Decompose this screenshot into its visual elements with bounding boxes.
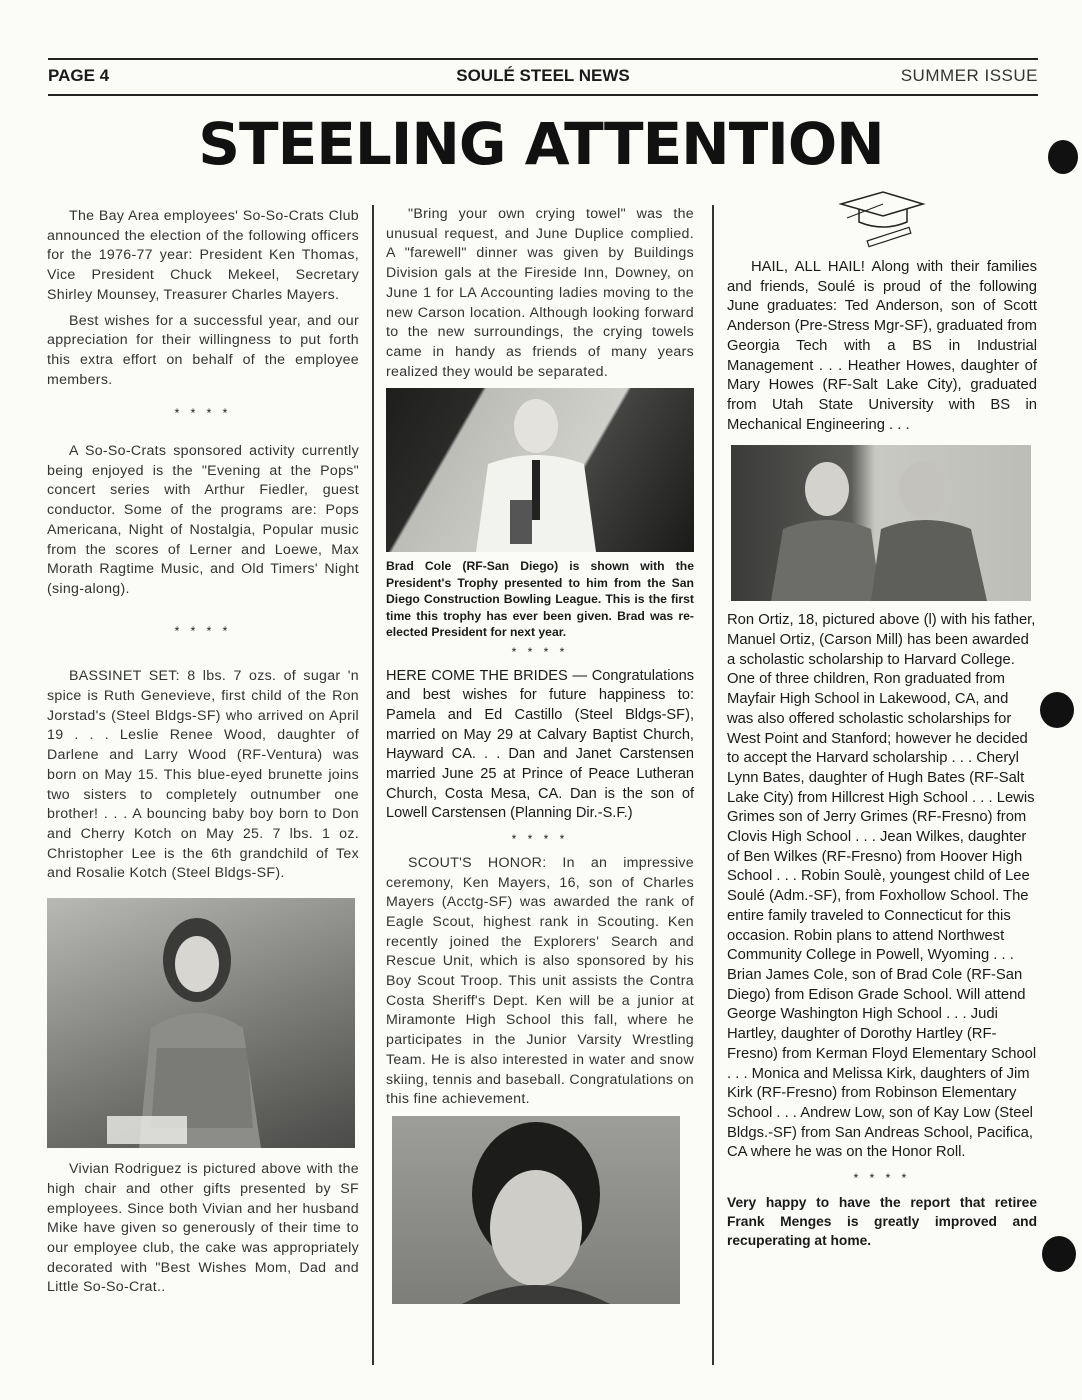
column-rule-left [372,205,374,1365]
page-header [48,58,1038,96]
column-rule-right [712,205,714,1365]
two-people-silhouette-icon [731,445,1031,601]
crying-towel-article: "Bring your own crying towel" was the unusual request, and June Duplice complied. A "farewell" dinner was given by Buildings Division gals at the Fireside Inn, Downey, on June 1 for LA Accounting ladies moving to the new Carson location. Although looking forward to the new surroundings, the crying towels came in handy as friends of many years realized they would be separated. [386,206,694,380]
hole-punch-mark [1048,140,1078,174]
column-left [47,207,359,1304]
brad-cole-caption: Brad Cole (RF-San Diego) is shown with the President's Trophy presented to him from the San Diego Construction Bowling League. This is the first time this trophy has ever been given. Brad was re-elected President for next year. [386,559,694,640]
ken-mayers-photo [392,1116,680,1304]
brides-article: HERE COME THE BRIDES — Congratulations and best wishes for future happiness to: Pamela and Ed Castillo (Steel Bldgs-SF), married on May 29 at Calvary Baptist Church, Hayward CA. . . Dan and Janet Carstensen married June 25 at Prince of Peace Lutheran Church, Costa Mesa, CA. Dan is the son of Lowell Carstensen (Planning Dir.-S.F.) [386,667,694,822]
section-separator: * * * * [511,644,569,659]
person-silhouette-icon [47,898,355,1148]
section-separator: * * * * [174,406,232,421]
section-separator: * * * * [511,832,569,847]
issue-name: SUMMER ISSUE [900,66,1038,85]
brad-cole-photo [386,388,694,552]
pops-article: A So-So-Crats sponsored activity currently being enjoyed is the "Evening at the Pops" concert series with Arthur Fiedler, guest conductor. Some of the programs are: Pops Americana, Night of Nostalgia, Popular music from the scores of Lerner and Loewe, Max Morath Ragtime Music, and Old Timers' Night (sing-along). [47,443,359,597]
column-right [727,188,1037,1250]
frank-menges-note: Very happy to have the report that retiree Frank Menges is greatly improved and recuperating at home. [727,1194,1037,1248]
page-number: PAGE 4 [48,66,110,85]
person-silhouette-icon [386,388,694,552]
officers-article: The Bay Area employees' So-So-Crats Club announced the election of the following officers for the 1976-77 year: President Ken Thomas, Vice President Chuck Mekeel, Secretary Shirley Mounsey, Treasurer Charles Mayers. [47,208,359,303]
section-separator: * * * * [853,1171,911,1186]
person-silhouette-icon [392,1116,680,1304]
ron-ortiz-photo [731,445,1031,601]
page-title: STEELING ATTENTION [198,110,884,178]
graduates-article: HAIL, ALL HAIL! Along with their families and friends, Soulé is proud of the following June graduates: Ted Anderson, son of Scott Anderson (Pre-Stress Mgr-SF), graduated from Georgia Tech with a BS in Industrial Management . . . Heather Howes, daughter of Mary Howes (RF-Salt Lake City), graduated from Utah State University with BS in Mechanical Engineering . . . [727,259,1037,433]
section-separator: * * * * [174,623,232,638]
bassinet-article: BASSINET SET: 8 lbs. 7 ozs. of sugar 'n spice is Ruth Genevieve, first child of the Ron Jorstad's (Steel Bldgs-SF) who arrived on April 19 . . . Leslie Renee Wood, daughter of Darlene and Larry Wood (RF-Ventura) was born on May 15. This blue-eyed brunette joins two sisters to completely outnumber one brother! . . . A bouncing baby boy born to Don and Cherry Kotch on May 25. 7 lbs. 1 oz. Christopher Lee is the 6th grandchild of Tex and Rosalie Kotch (Steel Bldgs-SF). [47,668,359,882]
hole-punch-mark [1040,692,1074,728]
scouts-honor-article: SCOUT'S HONOR: In an impressive ceremony, Ken Mayers, 16, son of Charles Mayers (Acctg-SF) was awarded the rank of Eagle Scout, highest rank in Scouting. Ken recently joined the Explorers' Search and Rescue Unit, which is also sponsored by his Boy Scout Troop. This unit assists the Contra Costa Sheriff's Dept. Ken will be a junior at Miramonte High School this fall, where he participates in the Junior Varsity Wrestling Team. He is also interested in water and snow skiing, tennis and baseball. Congratulations on this fine achievement. [386,854,694,1108]
best-wishes-paragraph: Best wishes for a successful year, and our appreciation for their willingness to put forth this extra effort on behalf of the employee members. [47,312,359,388]
graduation-cap-icon [837,188,927,248]
ron-ortiz-article: Ron Ortiz, 18, pictured above (l) with his father, Manuel Ortiz, (Carson Mill) has been awarded a scholastic scholarship to Harvard College. One of three children, Ron graduated from Mayfair High School in Lakewood, CA, and was also offered scholastic scholarships for West Point and Stanford; however he decided to accept the Harvard scholarship . . . Cheryl Lynn Bates, daughter of Hugh Bates (RF-Salt Lake City) from Hillcrest High School . . . Lewis Grimes son of Jerry Grimes (RF-Fresno) from Clovis High School . . . Jean Wilkes, daughter of Ben Wilkes (RF-Fresno) from Hoover High School . . . Robin Soulè, youngest child of Lee Soulé (Adm.-SF), from Foxhollow School. The entire family traveled to Connecticut for this occasion. Robin plans to attend Northwest Community College in Powell, Wyoming . . . Brian James Cole, son of Brad Cole (RF-San Diego) from Edison Grade School. Will attend George Washington High School . . . Judi Hartley, daughter of Dorothy Hartley (RF-Fresno) from Kerman Floyd Elementary School . . . Monica and Melissa Kirk, daughters of Jim Kirk (RF-Fresno) from Robinson Elementary School . . . Andrew Low, son of Kay Low (Steel Bldgs.-SF) from San Andreas School, Pacifica, CA where he was on the Honor Roll. [727,612,1037,1161]
publication-name: SOULÉ STEEL NEWS [456,66,630,85]
vivian-caption: Vivian Rodriguez is pictured above with the high chair and other gifts presented by SF employees. Since both Vivian and her husband Mike have given so generously of their time to our employee club, the cake was appropriately decorated with "Best Wishes Mom, Dad and Little So-So-Crat.. [47,1161,359,1296]
column-center [386,205,694,1304]
vivian-rodriguez-photo [47,898,355,1148]
hole-punch-mark [1042,1236,1076,1272]
